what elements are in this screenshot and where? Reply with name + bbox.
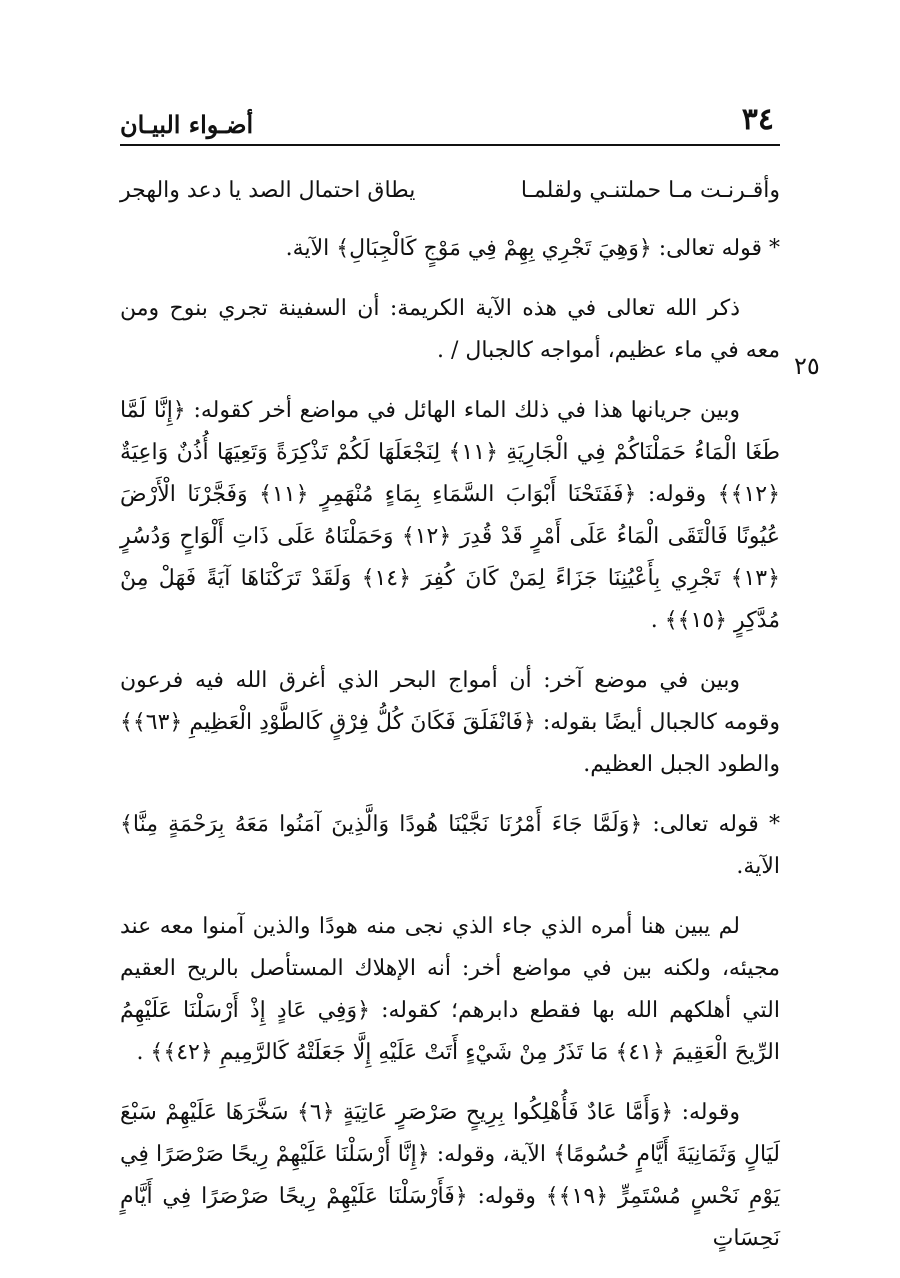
paragraph: ذكر الله تعالى في هذه الآية الكريمة: أن السفينة تجري بنوح ومن معه في ماء عظيم، أمواجه كالجبال / . (120, 296, 780, 363)
page-header (120, 102, 780, 146)
book-title: أضـواء البيـان (120, 110, 254, 139)
poem-hemistich-left: يطاق احتمال الصد يا دعد والهجر (120, 178, 416, 203)
poem-hemistich-right: وأقـرنـت مـا حملتنـي ولقلمـا (520, 178, 780, 203)
margin-page-marker: ٢٥ (794, 352, 820, 380)
page-body (120, 170, 780, 1278)
paragraph: لم يبين هنا أمره الذي جاء الذي نجى منه هودًا والذين آمنوا معه عند مجيئه، ولكنه بين في مواضع أخر: أنه الإهلاك المستأصل بالريح العقيم التي أهلكهم الله بها فقطع دابرهم؛ كقوله: ﴿وَفِي عَادٍ إِذْ أَرْسَلْنَا عَلَيْهِمُ الرِّيحَ الْعَقِيمَ ﴿٤١﴾ مَا تَذَرُ مِنْ شَيْءٍ أَتَتْ عَلَيْهِ إِلَّا جَعَلَتْهُ كَالرَّمِيمِ ﴿٤٢﴾﴾ . (120, 914, 780, 1065)
paragraph: وبين جريانها هذا في ذلك الماء الهائل في مواضع أخر كقوله: ﴿إِنَّا لَمَّا طَغَا الْمَاءُ حَمَلْنَاكُمْ فِي الْجَارِيَةِ ﴿١١﴾ لِنَجْعَلَهَا لَكُمْ تَذْكِرَةً وَتَعِيَهَا أُذُنٌ وَاعِيَةٌ ﴿١٢﴾﴾ وقوله: ﴿فَفَتَحْنَا أَبْوَابَ السَّمَاءِ بِمَاءٍ مُنْهَمِرٍ ﴿١١﴾ وَفَجَّرْنَا الْأَرْضَ عُيُونًا فَالْتَقَى الْمَاءُ عَلَى أَمْرٍ قَدْ قُدِرَ ﴿١٢﴾ وَحَمَلْنَاهُ عَلَى ذَاتِ أَلْوَاحٍ وَدُسُرٍ ﴿١٣﴾ تَجْرِي بِأَعْيُنِنَا جَزَاءً لِمَنْ كَانَ كُفِرَ ﴿١٤﴾ وَلَقَدْ تَرَكْنَاهَا آيَةً فَهَلْ مِنْ مُدَّكِرٍ ﴿١٥﴾﴾ . (120, 398, 780, 633)
paragraph: وبين في موضع آخر: أن أمواج البحر الذي أغرق الله فيه فرعون وقومه كالجبال أيضًا بقوله: ﴿فَانْفَلَقَ فَكَانَ كُلُّ فِرْقٍ كَالطَّوْدِ الْعَظِيمِ ﴿٦٣﴾﴾ والطود الجبل العظيم. (120, 668, 780, 777)
paragraph: وقوله: ﴿وَأَمَّا عَادٌ فَأُهْلِكُوا بِرِيحٍ صَرْصَرٍ عَاتِيَةٍ ﴿٦﴾ سَخَّرَهَا عَلَيْهِمْ سَبْعَ لَيَالٍ وَثَمَانِيَةَ أَيَّامٍ حُسُومًا﴾ الآية، وقوله: ﴿إِنَّا أَرْسَلْنَا عَلَيْهِمْ رِيحًا صَرْصَرًا فِي يَوْمِ نَحْسٍ مُسْتَمِرٍّ ﴿١٩﴾﴾ وقوله: ﴿فَأَرْسَلْنَا عَلَيْهِمْ رِيحًا صَرْصَرًا فِي أَيَّامٍ نَحِسَاتٍ (120, 1100, 780, 1251)
poem-verse (120, 170, 780, 212)
page-number: ٣٤ (741, 102, 774, 137)
verse-heading: * قوله تعالى: ﴿وَلَمَّا جَاءَ أَمْرُنَا نَجَّيْنَا هُودًا وَالَّذِينَ آمَنُوا مَعَهُ بِرَحْمَةٍ مِنَّا﴾ الآية. (120, 812, 780, 879)
verse-heading: * قوله تعالى: ﴿وَهِيَ تَجْرِي بِهِمْ فِي مَوْجٍ كَالْجِبَالِ﴾ الآية. (285, 236, 780, 261)
